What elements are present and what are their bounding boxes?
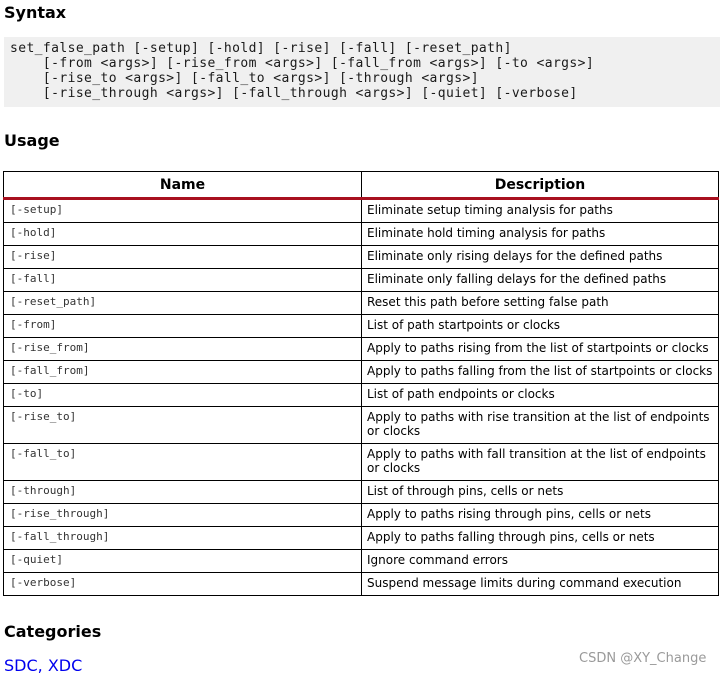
option-name: [-to]: [4, 384, 362, 407]
option-description: Reset this path before setting false path: [362, 292, 719, 315]
table-row: [4, 384, 719, 407]
option-description: Eliminate hold timing analysis for paths: [362, 223, 719, 246]
table-row: [4, 223, 719, 246]
table-row: [4, 199, 719, 223]
syntax-line: [-rise_through <args>] [-fall_through <args>] [-quiet] [-verbose]: [10, 86, 578, 101]
usage-heading: Usage: [4, 131, 60, 150]
usage-table-body: [4, 199, 719, 596]
syntax-line: [-rise_to <args>] [-fall_to <args>] [-through <args>]: [10, 71, 479, 86]
option-description: Apply to paths with rise transition at the list of endpoints or clocks: [362, 407, 719, 444]
table-row: [4, 361, 719, 384]
option-description: Ignore command errors: [362, 550, 719, 573]
table-row: [4, 504, 719, 527]
option-description: Eliminate only rising delays for the defined paths: [362, 246, 719, 269]
syntax-code-block: [4, 37, 720, 107]
option-name: [-rise_to]: [4, 407, 362, 444]
option-name: [-fall_to]: [4, 444, 362, 481]
option-description: Suspend message limits during command execution: [362, 573, 719, 596]
column-header-name: Name: [4, 172, 362, 199]
table-row: [4, 444, 719, 481]
syntax-heading: Syntax: [4, 3, 67, 22]
table-row: [4, 269, 719, 292]
table-row: [4, 407, 719, 444]
option-description: Apply to paths rising from the list of startpoints or clocks: [362, 338, 719, 361]
option-name: [-through]: [4, 481, 362, 504]
table-row: [4, 338, 719, 361]
table-row: [4, 246, 719, 269]
category-link-xdc[interactable]: XDC: [47, 656, 83, 675]
option-name: [-from]: [4, 315, 362, 338]
table-row: [4, 481, 719, 504]
option-description: Apply to paths falling through pins, cells or nets: [362, 527, 719, 550]
table-header-row: [4, 172, 719, 199]
option-name: [-reset_path]: [4, 292, 362, 315]
option-name: [-setup]: [4, 199, 362, 223]
option-description: List of through pins, cells or nets: [362, 481, 719, 504]
option-description: Eliminate setup timing analysis for paths: [362, 199, 719, 223]
column-header-description: Description: [362, 172, 719, 199]
usage-table: [3, 171, 719, 596]
option-name: [-fall_from]: [4, 361, 362, 384]
option-name: [-quiet]: [4, 550, 362, 573]
option-description: Apply to paths with fall transition at the list of endpoints or clocks: [362, 444, 719, 481]
option-name: [-rise_through]: [4, 504, 362, 527]
category-link-sdc[interactable]: SDC: [4, 656, 38, 675]
option-description: List of path startpoints or clocks: [362, 315, 719, 338]
option-description: List of path endpoints or clocks: [362, 384, 719, 407]
watermark: CSDN @XY_Change: [579, 651, 707, 666]
option-name: [-hold]: [4, 223, 362, 246]
table-row: [4, 292, 719, 315]
syntax-line: set_false_path [-setup] [-hold] [-rise] [-fall] [-reset_path]: [10, 41, 512, 56]
table-row: [4, 315, 719, 338]
option-description: Apply to paths falling from the list of startpoints or clocks: [362, 361, 719, 384]
table-row: [4, 527, 719, 550]
table-row: [4, 550, 719, 573]
option-name: [-fall_through]: [4, 527, 362, 550]
option-name: [-rise]: [4, 246, 362, 269]
option-description: Eliminate only falling delays for the defined paths: [362, 269, 719, 292]
category-separator: ,: [37, 656, 48, 675]
categories-heading: Categories: [4, 622, 102, 641]
option-name: [-verbose]: [4, 573, 362, 596]
option-description: Apply to paths rising through pins, cells or nets: [362, 504, 719, 527]
syntax-line: [-from <args>] [-rise_from <args>] [-fall_from <args>] [-to <args>]: [10, 56, 595, 71]
categories-links: [4, 656, 82, 675]
option-name: [-fall]: [4, 269, 362, 292]
option-name: [-rise_from]: [4, 338, 362, 361]
table-row: [4, 573, 719, 596]
